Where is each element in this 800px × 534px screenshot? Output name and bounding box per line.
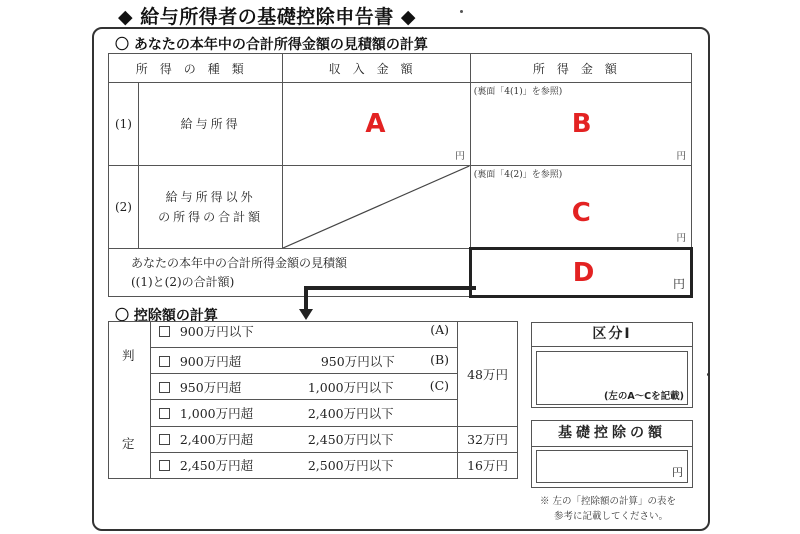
checkbox-c[interactable] [159,382,170,393]
row-f-from: 2,450万円超 [179,458,254,474]
total-label-line1: あなたの本年中の合計所得金額の見積額 [131,255,348,270]
basic-deduction-unit: 円 [672,466,683,479]
row-a-tag: (A) [430,322,450,337]
deduction-row-f [150,452,457,478]
row1-revenue-cell[interactable] [283,83,470,166]
marker-a: A [365,109,386,139]
dot-mark [460,10,463,13]
deduction-row-b [150,348,457,374]
diagonal-strike-line [283,166,469,248]
checkbox-a[interactable] [159,326,170,337]
row-e-to: 2,450万円以下 [307,432,394,448]
basic-deduction-box [531,420,693,488]
row-e-from: 2,400万円超 [179,432,254,448]
checkbox-f[interactable] [159,460,170,471]
row1-number: (1) [109,83,139,166]
judgement-label-bottom: 定 [122,436,135,451]
footnote-line1: ※ 左の「控除額の計算」の表を [540,496,677,507]
row1-income-cell[interactable] [470,83,691,166]
amount-16: 16万円 [458,452,518,478]
row1-kind-label: 給与所得 [180,117,241,131]
total-unit: 円 [672,277,685,291]
header-income-type: 所得の種類 [109,54,283,83]
row-b-from: 900万円超 [179,353,242,369]
marker-c: C [571,198,591,228]
row-d-to: 2,400万円以下 [307,406,394,422]
basic-deduction-label: 基礎控除の額 [532,421,692,447]
row-c-to: 1,000万円以下 [307,379,394,395]
row1-income-unit: 円 [676,151,686,162]
kubun-input[interactable] [536,351,688,405]
checkbox-e[interactable] [159,434,170,445]
row2-kind [138,166,282,249]
basic-deduction-input[interactable] [536,450,688,483]
footnote-line2: 参考に記載してください。 [554,511,669,522]
total-label-line2: ((1)と(2)の合計額) [131,274,235,289]
deduction-row-c [150,374,457,400]
row1-revenue-unit: 円 [455,151,465,162]
row-d-from: 1,000万円超 [179,406,254,422]
row2-kind-line1: 給与所得以外 [165,190,256,204]
section2-heading: 〇 控除額の計算 [115,308,218,324]
section1-heading: 〇 あなたの本年中の合計所得金額の見積額の計算 [115,37,428,53]
amount-32: 32万円 [458,426,518,452]
row-b-to: 950万円以下 [320,353,395,369]
header-income-amount: 所得金額 [470,54,691,83]
checkbox-d[interactable] [159,408,170,419]
footnote [540,494,676,524]
kubun-note: (左のA～Cを記載) [603,391,684,402]
income-calculation-table [108,53,693,298]
row2-income-cell[interactable] [470,166,691,249]
checkbox-b[interactable] [159,356,170,367]
row1-reference-note: (裏面「4(1)」を参照) [473,87,563,97]
deduction-row-d [150,400,457,426]
kubun-label: 区分Ⅰ [532,323,692,347]
row-f-to: 2,500万円以下 [307,458,394,474]
row2-revenue-cell-disabled [283,166,470,249]
row-c-tag: (C) [429,377,450,393]
header-revenue: 収入金額 [283,54,470,83]
deduction-row-a [150,322,457,348]
row-c-from: 950万円超 [179,379,242,395]
judgement-label-top: 判 [122,348,135,363]
deduction-table [108,321,518,479]
row2-income-unit: 円 [676,233,686,244]
marker-d: D [572,258,595,288]
row2-reference-note: (裏面「4(2)」を参照) [473,170,563,180]
kubun-box [531,322,693,408]
row1-kind [138,83,282,166]
edge-dot [707,373,710,376]
amount-48: 48万円 [458,322,518,427]
marker-b: B [571,109,592,139]
row2-number: (2) [109,166,139,249]
deduction-row-e [150,426,457,452]
total-income-cell[interactable] [470,249,691,297]
row-a-from: 900万円以下 [179,324,254,339]
row-b-tag: (B) [430,351,450,367]
form-title: ◆ 給与所得者の基礎控除申告書 ◆ [118,6,416,28]
judgement-label [109,322,151,479]
row2-kind-line2: の所得の合計額 [158,210,264,224]
